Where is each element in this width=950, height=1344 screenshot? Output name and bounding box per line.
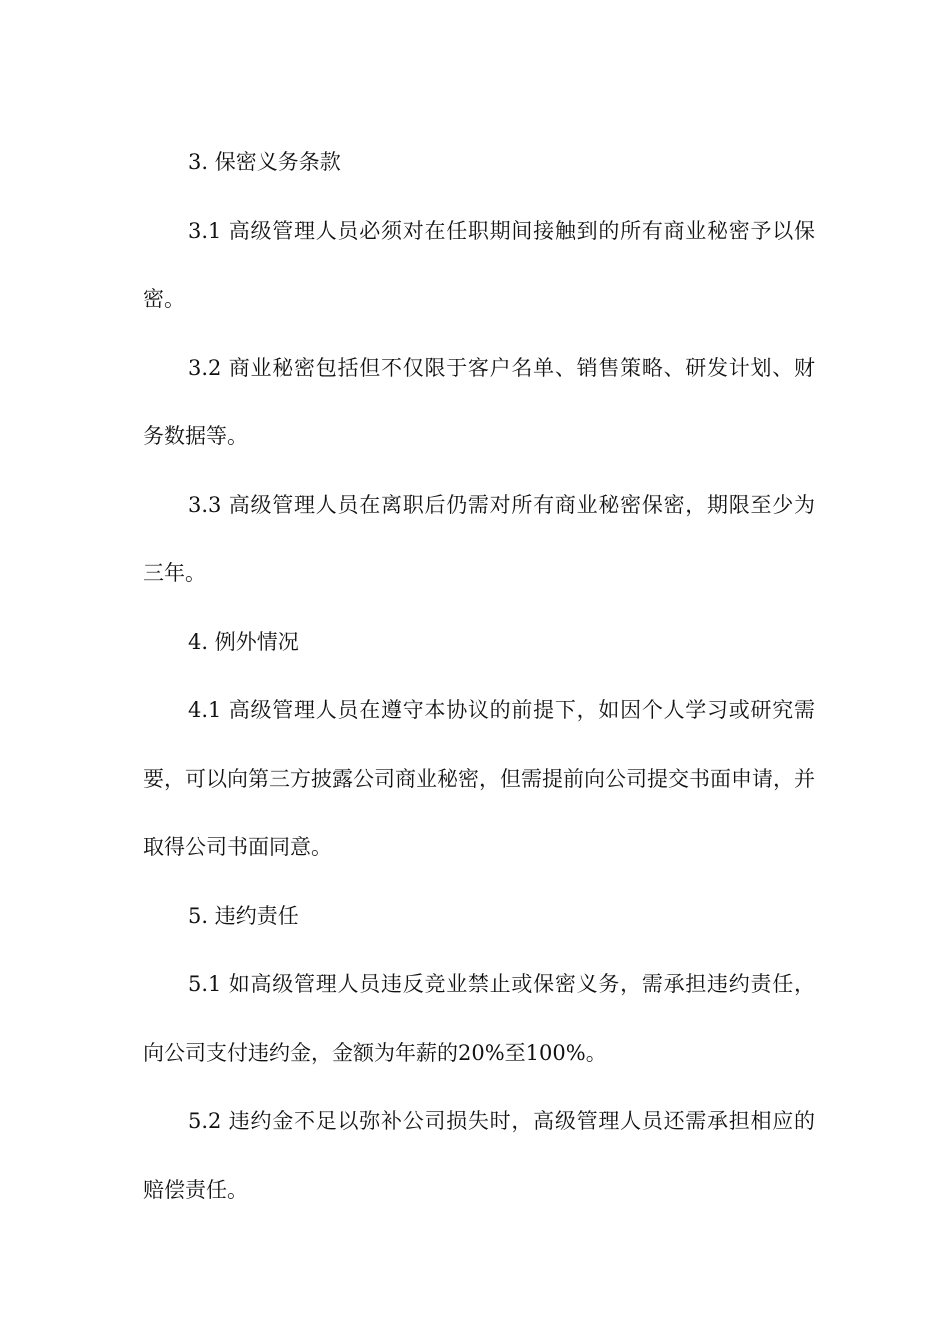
- section-heading-confidentiality: 3. 保密义务条款: [188, 150, 341, 174]
- clause-3-3: 3.3 高级管理人员在离职后仍需对所有商业秘密保密，期限至少为三年。: [143, 492, 815, 585]
- clause-4-1: 4.1 高级管理人员在遵守本协议的前提下，如因个人学习或研究需要，可以向第三方披露公司商业秘密，但需提前向公司提交书面申请，并取得公司书面同意。: [143, 698, 815, 859]
- section-heading-liability: 5. 违约责任: [188, 903, 299, 928]
- clause-5-2: 5.2 违约金不足以弥补公司损失时，高级管理人员还需承担相应的赔偿责任。: [143, 1109, 815, 1202]
- document-body: [143, 128, 815, 1224]
- clause-3-1: 3.1 高级管理人员必须对在任职期间接触到的所有商业秘密予以保密。: [143, 218, 815, 311]
- clause-5-1: 5.1 如高级管理人员违反竞业禁止或保密义务，需承担违约责任，向公司支付违约金，金额为年薪的20%至100%。: [143, 972, 815, 1065]
- section-heading-exceptions: 4. 例外情况: [188, 629, 299, 654]
- clause-3-2: 3.2 商业秘密包括但不仅限于客户名单、销售策略、研发计划、财务数据等。: [143, 355, 815, 448]
